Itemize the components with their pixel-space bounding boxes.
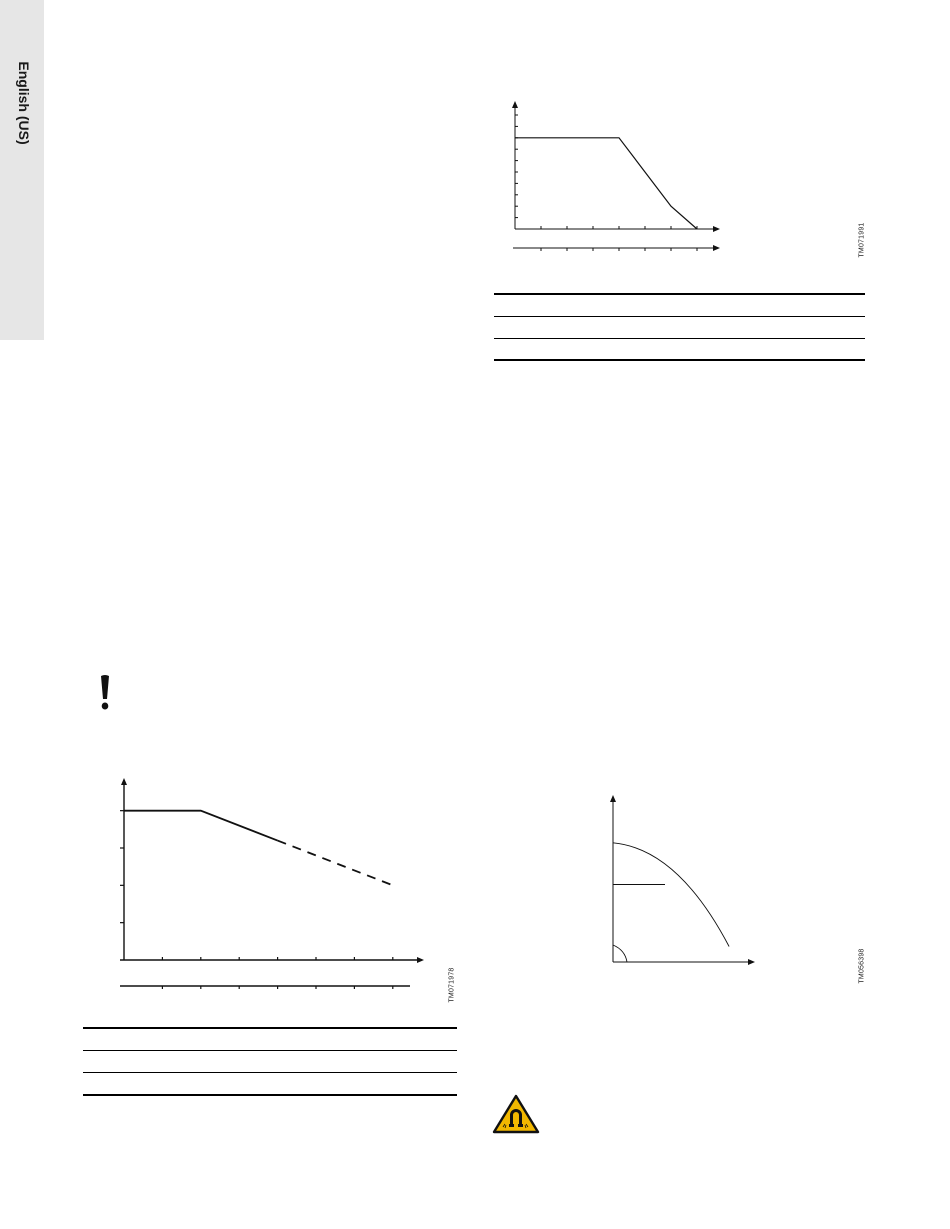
secondary-x-axis-arrow <box>713 245 720 251</box>
magnetic-field-warning-icon <box>492 1094 540 1134</box>
pump-curve-line <box>613 843 729 947</box>
language-tab-label: English (US) <box>16 61 32 145</box>
chart-bottom-left-plot <box>120 778 424 989</box>
language-side-tab <box>0 0 44 340</box>
table-row-divider <box>494 316 865 317</box>
chart-bottom-right-plot <box>610 795 755 965</box>
chart-top-plot <box>512 101 720 251</box>
x-axis-arrow <box>748 959 755 965</box>
derating-chart-bottom-left <box>110 775 430 1000</box>
y-axis-arrow <box>121 778 127 785</box>
figure-id-top-right: TM071991 <box>858 222 866 258</box>
table-row-divider <box>494 338 865 339</box>
pump-curve-chart <box>600 790 760 970</box>
derating-chart-top <box>500 95 730 260</box>
x-axis-arrow <box>417 957 424 963</box>
figure-id-bottom-left: TM071978 <box>448 967 456 1003</box>
series-line <box>515 138 697 229</box>
table-top-rule <box>83 1027 457 1029</box>
table-top-rule <box>494 293 865 295</box>
table-bottom-rule <box>494 359 865 361</box>
table-row-divider <box>83 1050 457 1051</box>
table-row-divider <box>83 1072 457 1073</box>
x-axis-arrow <box>713 226 720 232</box>
exclamation-icon <box>98 674 112 712</box>
origin-arc <box>613 945 627 962</box>
y-axis-arrow <box>610 795 616 802</box>
figure-id-bottom-right: TM056398 <box>858 948 866 984</box>
table-bottom-rule <box>83 1094 457 1096</box>
series-line-dashed <box>278 841 393 886</box>
series-line-solid <box>124 811 278 841</box>
y-axis-arrow <box>512 101 518 108</box>
